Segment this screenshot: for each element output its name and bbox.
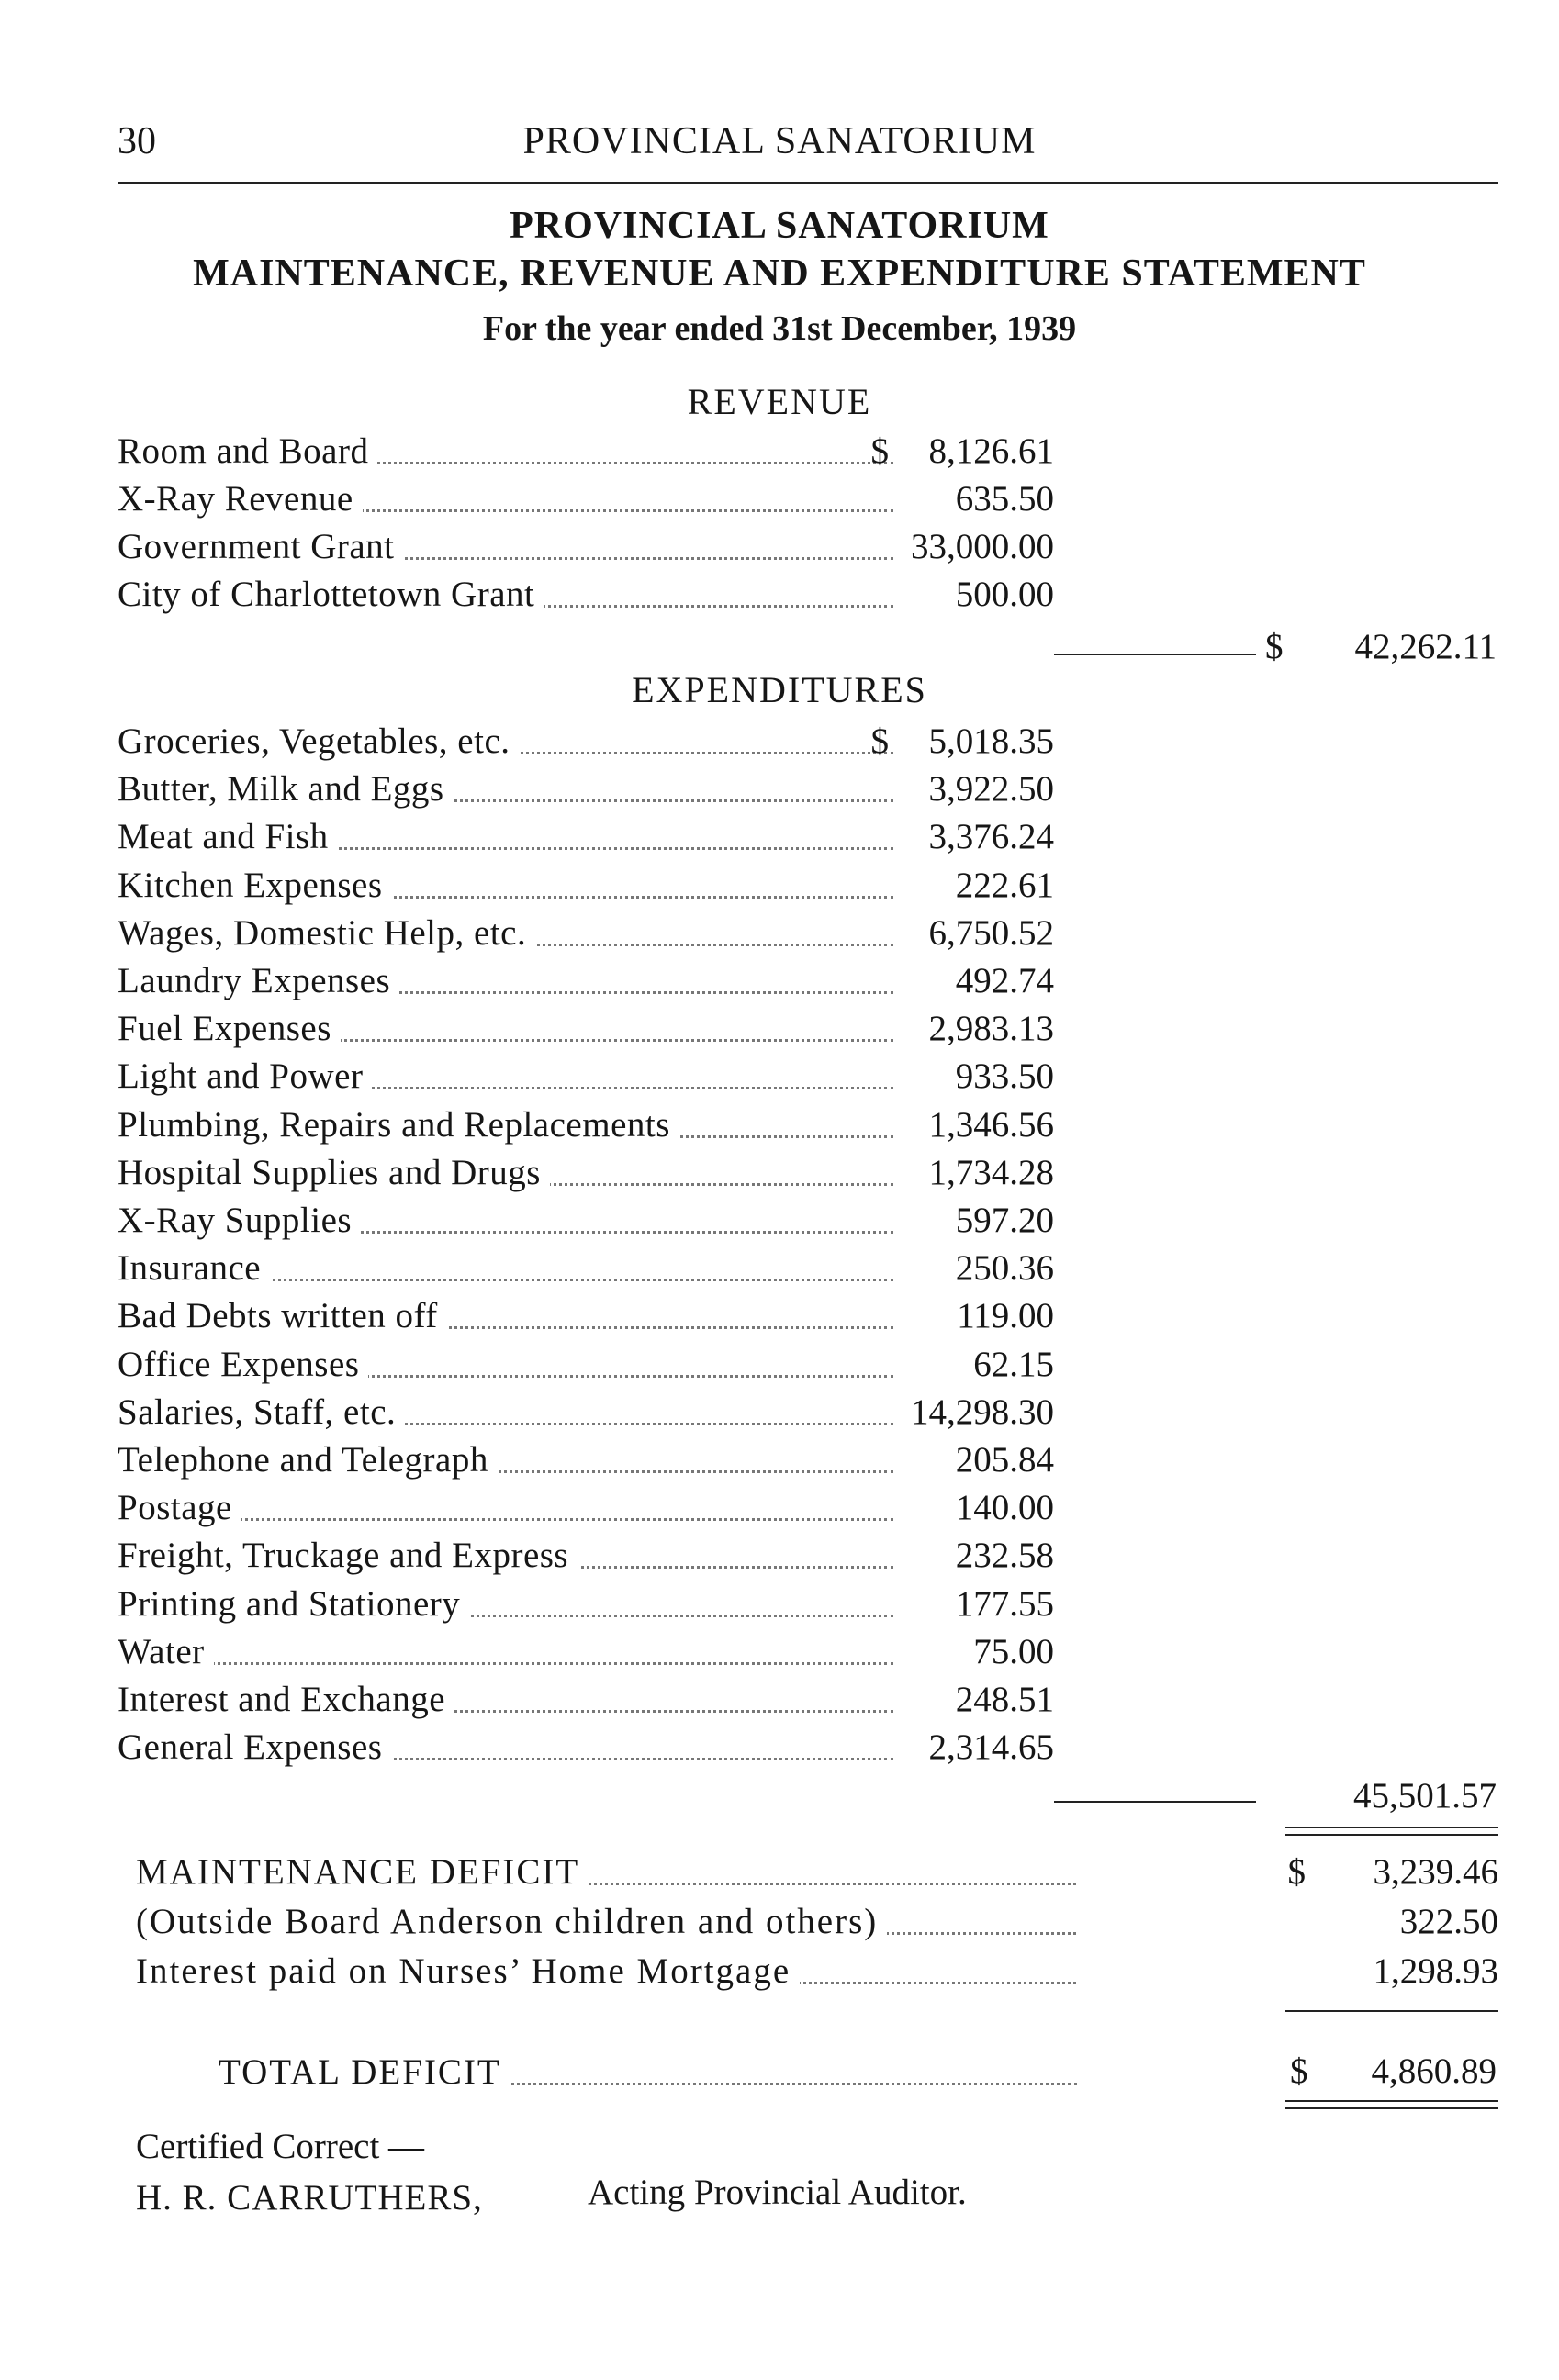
line-item-row: [118, 1151, 1054, 1195]
line-item-amount: 933.50: [955, 1056, 1054, 1097]
dollar-sign: $: [1287, 1852, 1306, 1892]
statement-title: MAINTENANCE, REVENUE AND EXPENDITURE STATEMENT: [193, 252, 1366, 295]
line-item-row: [118, 1438, 1054, 1482]
line-item-label: Office Expenses: [118, 1343, 368, 1387]
line-item-label: Government Grant: [118, 525, 404, 569]
line-item-label: Plumbing, Repairs and Replacements: [118, 1103, 679, 1147]
line-item-label: Room and Board: [118, 430, 377, 474]
line-item-label: Salaries, Staff, etc.: [118, 1391, 405, 1435]
line-item-label: City of Charlottetown Grant: [118, 573, 544, 617]
expenditures-subtotal-rule: [1054, 1801, 1256, 1803]
double-rule-bottom-a: [1285, 2100, 1498, 2102]
line-item-row: [118, 1630, 1054, 1674]
line-item-amount: 248.51: [955, 1680, 1054, 1719]
line-item-amount: 250.36: [955, 1248, 1054, 1289]
expenditures-total: 45,501.57: [1353, 1776, 1497, 1816]
auditor-title: Acting Provincial Auditor.: [588, 2173, 967, 2212]
line-item-amount: 140.00: [955, 1488, 1054, 1528]
double-rule-top-a: [1285, 1827, 1498, 1828]
line-item-row: [118, 1199, 1054, 1243]
line-item-label: Insurance: [118, 1246, 270, 1291]
line-item-label: Groceries, Vegetables, etc.: [118, 720, 520, 764]
line-item-row: [118, 1726, 1054, 1770]
line-item-row: [118, 720, 1054, 764]
line-item-label: (Outside Board Anderson children and others): [136, 1900, 887, 1944]
line-item-row: [118, 1582, 1054, 1626]
line-item-label: Laundry Expenses: [118, 959, 399, 1003]
line-item-amount: 119.00: [957, 1296, 1054, 1336]
revenue-subtotal-rule: [1054, 654, 1256, 655]
line-item-label: MAINTENANCE DEFICIT: [136, 1850, 589, 1894]
line-item-label: Bad Debts written off: [118, 1294, 447, 1338]
line-item-row: [118, 430, 1054, 474]
line-item-row: [118, 1343, 1054, 1387]
line-item-label: Kitchen Expenses: [118, 864, 392, 908]
line-item-amount: 322.50: [1399, 1902, 1498, 1941]
line-item-row: [118, 477, 1054, 521]
line-item-amount: 232.58: [955, 1536, 1054, 1576]
line-item-row: [118, 1246, 1054, 1291]
line-item-amount: 3,239.46: [1373, 1852, 1498, 1892]
line-item-amount: 635.50: [955, 479, 1054, 519]
line-item-amount: 3,376.24: [928, 817, 1054, 857]
line-item-amount: 222.61: [955, 865, 1054, 905]
deficit-row: [136, 1850, 1498, 1894]
line-item-row: [118, 767, 1054, 811]
line-item-label: Printing and Stationery: [118, 1582, 469, 1626]
line-item-label: Light and Power: [118, 1055, 372, 1099]
line-item-label: Telephone and Telegraph: [118, 1438, 498, 1482]
dollar-sign: $: [870, 431, 889, 471]
line-item-row: [118, 1486, 1054, 1530]
line-item-label: Fuel Expenses: [118, 1007, 341, 1051]
total-deficit-label: TOTAL DEFICIT: [219, 2050, 510, 2095]
line-item-label: General Expenses: [118, 1726, 391, 1770]
line-item-row: [118, 1534, 1054, 1578]
revenue-total-dollar: $: [1265, 627, 1284, 666]
deficit-subtotal-rule: [1285, 2010, 1498, 2012]
certification-line: Certified Correct —: [136, 2127, 425, 2166]
line-item-amount: 5,018.35: [928, 721, 1054, 761]
deficit-row: [136, 1950, 1498, 1994]
statement-period: For the year ended 31st December, 1939: [482, 309, 1077, 348]
statement-title-institution: PROVINCIAL SANATORIUM: [510, 205, 1049, 247]
line-item-label: Wages, Domestic Help, etc.: [118, 911, 535, 955]
line-item-row: [118, 864, 1054, 908]
line-item-amount: 3,922.50: [928, 769, 1054, 810]
double-rule-top-b: [1285, 1834, 1498, 1836]
line-item-row: [118, 815, 1054, 859]
line-item-row: [118, 573, 1054, 617]
line-item-amount: 492.74: [955, 961, 1054, 1000]
revenue-total: 42,262.11: [1354, 627, 1497, 666]
revenue-heading: REVENUE: [687, 381, 872, 422]
auditor-name: H. R. CARRUTHERS,: [136, 2178, 483, 2218]
page-number: 30: [118, 120, 156, 162]
line-item-row: [118, 1391, 1054, 1435]
running-title: PROVINCIAL SANATORIUM: [522, 120, 1037, 162]
line-item-label: Water: [118, 1630, 214, 1674]
header-rule: [118, 182, 1498, 184]
line-item-row: [118, 1055, 1054, 1099]
line-item-label: Freight, Truckage and Express: [118, 1534, 578, 1578]
line-item-amount: 2,983.13: [928, 1009, 1054, 1049]
line-item-row: [118, 1678, 1054, 1722]
line-item-label: Interest and Exchange: [118, 1678, 454, 1722]
line-item-amount: 177.55: [955, 1583, 1054, 1624]
total-deficit-row: [219, 2050, 1077, 2095]
line-item-label: Postage: [118, 1486, 241, 1530]
line-item-label: X-Ray Supplies: [118, 1199, 361, 1243]
line-item-amount: 33,000.00: [911, 527, 1054, 566]
deficit-row: [136, 1900, 1498, 1944]
line-item-row: [118, 911, 1054, 955]
line-item-amount: 597.20: [955, 1201, 1054, 1240]
line-item-amount: 2,314.65: [928, 1727, 1054, 1768]
line-item-label: Butter, Milk and Eggs: [118, 767, 454, 811]
line-item-amount: 500.00: [955, 575, 1054, 614]
line-item-amount: 1,346.56: [928, 1104, 1054, 1145]
line-item-amount: 8,126.61: [928, 431, 1054, 471]
line-item-amount: 75.00: [973, 1631, 1054, 1671]
line-item-row: [118, 959, 1054, 1003]
line-item-row: [118, 525, 1054, 569]
line-item-label: Meat and Fish: [118, 815, 338, 859]
line-item-label: Hospital Supplies and Drugs: [118, 1151, 550, 1195]
line-item-amount: 14,298.30: [911, 1391, 1054, 1432]
total-deficit: 4,860.89: [1371, 2051, 1497, 2091]
expenditures-heading: EXPENDITURES: [632, 669, 927, 710]
line-item-label: Interest paid on Nurses’ Home Mortgage: [136, 1950, 800, 1994]
line-item-amount: 6,750.52: [928, 912, 1054, 953]
total-deficit-dollar: $: [1290, 2051, 1308, 2091]
dollar-sign: $: [870, 721, 889, 761]
line-item-row: [118, 1007, 1054, 1051]
line-item-label: X-Ray Revenue: [118, 477, 363, 521]
line-item-row: [118, 1103, 1054, 1147]
line-item-amount: 62.15: [973, 1344, 1054, 1384]
line-item-amount: 205.84: [955, 1440, 1054, 1480]
double-rule-bottom-b: [1285, 2107, 1498, 2109]
line-item-amount: 1,734.28: [928, 1152, 1054, 1192]
line-item-row: [118, 1294, 1054, 1338]
line-item-amount: 1,298.93: [1373, 1951, 1498, 1991]
leader-dots: [118, 1662, 893, 1665]
